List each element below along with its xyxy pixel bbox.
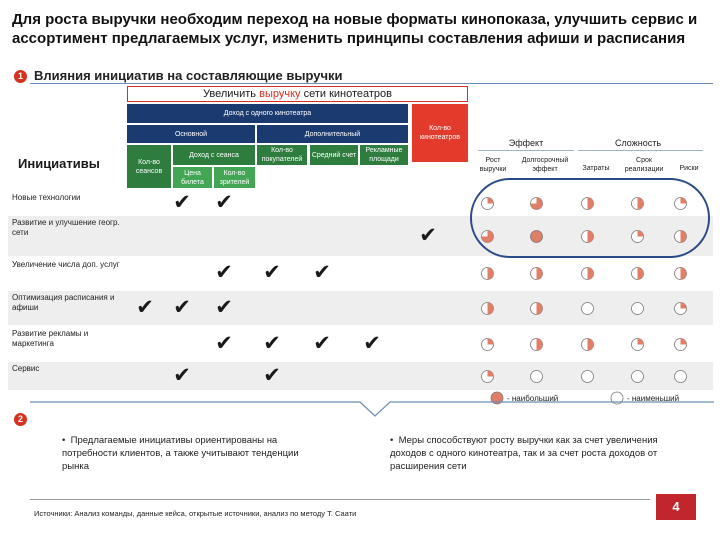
banner-text-highlight: выручку: [259, 88, 301, 100]
avg-check-box: Средний счет: [310, 145, 358, 165]
main-income-box: Основной: [127, 125, 255, 143]
harvey-ball: [481, 302, 494, 315]
viewers-count-box: Кол-во зрителей: [214, 167, 255, 188]
check-icon: ✔: [263, 331, 281, 355]
buyers-count-box: Кол-во покупателей: [257, 145, 307, 165]
col-header-risks: Риски: [679, 165, 699, 172]
section-1-badge: 1: [14, 70, 27, 83]
check-icon: ✔: [173, 191, 191, 214]
row-label: Развитие рекламы и маркетинга: [12, 329, 89, 348]
complexity-header-rule: [578, 150, 703, 151]
bullet-left: [62, 434, 324, 473]
row-label: Увеличение числа доп. услуг: [12, 260, 120, 269]
section-2-badge: 2: [14, 413, 27, 426]
harvey-ball: [674, 338, 687, 351]
harvey-ball: [481, 267, 494, 280]
harvey-ball: [530, 370, 543, 383]
row-label: Новые технологии: [12, 193, 81, 202]
check-icon: ✔: [173, 364, 191, 387]
per-theater-income-box: Доход с одного кинотеатра: [127, 104, 408, 123]
harvey-ball: [631, 302, 644, 315]
check-icon: ✔: [263, 364, 281, 387]
harvey-ball: [631, 370, 644, 383]
harvey-ball: [674, 370, 687, 383]
legend-max-label: - наибольший: [507, 394, 559, 403]
check-icon: ✔: [263, 261, 281, 284]
bullet-dot: •: [390, 435, 399, 446]
row-label: Оптимизация расписания и афиши: [12, 293, 115, 312]
check-icon: ✔: [215, 331, 233, 355]
bullet-right-text: Меры способствуют росту выручки как за счет увеличения доходов с одного кинотеатра, так и за счет роста доходов от расширения сети: [390, 435, 658, 472]
harvey-ball: [530, 267, 543, 280]
banner-text-post: сети кинотеатров: [300, 88, 392, 100]
bullet-left-text: Предлагаемые инициативы ориентированы на потребности клиентов, а также учитывают тенденции рынка: [62, 435, 299, 472]
legend-min-label: - наименьший: [627, 394, 680, 403]
check-icon: ✔: [419, 224, 437, 247]
harvey-ball: [481, 370, 494, 383]
sessions-count-box: Кол-во сеансов: [127, 145, 171, 188]
check-icon: ✔: [363, 331, 381, 355]
effect-header: Эффект: [508, 138, 544, 148]
source-note: Источники: Анализ команды, данные кейса, открытые источники, анализ по методу Т. Саати: [34, 509, 357, 518]
harvey-ball: [631, 267, 644, 280]
ad-space-box: Рекламные площади: [360, 145, 408, 165]
page-number: 4: [656, 494, 696, 520]
section-1-title: Влияния инициатив на составляющие выручки: [34, 68, 343, 83]
highlight-oval: [470, 178, 710, 258]
ticket-price-box: Цена билета: [173, 167, 212, 188]
effect-header-rule: [478, 150, 574, 151]
session-income-box: Доход с сеанса: [173, 145, 255, 165]
harvey-ball: [581, 267, 594, 280]
row-label: Сервис: [12, 364, 40, 373]
check-icon: ✔: [215, 191, 233, 214]
col-header-revenue-growth: Рост выручки: [479, 157, 507, 173]
harvey-ball: [631, 338, 644, 351]
row-label: Развитие и улучшение геогр. сети: [12, 218, 120, 237]
complexity-header: Сложность: [614, 138, 662, 148]
bullet-right: [390, 434, 662, 473]
harvey-ball: [530, 302, 543, 315]
harvey-ball: [481, 338, 494, 351]
harvey-ball: [530, 338, 543, 351]
col-header-long-term-effect: Долгосрочный эффект: [521, 157, 569, 173]
harvey-ball: [581, 370, 594, 383]
page-title: Для роста выручки необходим переход на новые форматы кинопоказа, улучшить сервис и ассортимент предлагаемых услуг, изменить принципы составления афиши и расписания: [12, 11, 698, 47]
check-icon: ✔: [313, 261, 331, 284]
check-icon: ✔: [313, 331, 331, 355]
banner-text-pre: Увеличить: [202, 88, 260, 100]
check-icon: ✔: [136, 296, 154, 319]
check-icon: ✔: [215, 261, 233, 284]
col-header-costs: Затраты: [582, 165, 610, 172]
col-header-timeline: Срок реализации: [624, 157, 664, 173]
check-icon: ✔: [173, 296, 191, 319]
theaters-count-box: Кол-во кинотеатров: [412, 104, 468, 162]
revenue-goal-banner: [127, 86, 468, 102]
additional-income-box: Дополнительный: [257, 125, 408, 143]
initiatives-label: Инициативы: [18, 156, 100, 171]
footer-rule: [30, 499, 650, 500]
bullet-dot: •: [62, 435, 71, 446]
section-1-rule: [30, 83, 713, 84]
harvey-ball: [674, 302, 687, 315]
harvey-ball: [674, 267, 687, 280]
section-2-arrow-rule: [30, 400, 714, 420]
check-icon: ✔: [215, 296, 233, 319]
harvey-ball: [581, 338, 594, 351]
harvey-ball: [581, 302, 594, 315]
